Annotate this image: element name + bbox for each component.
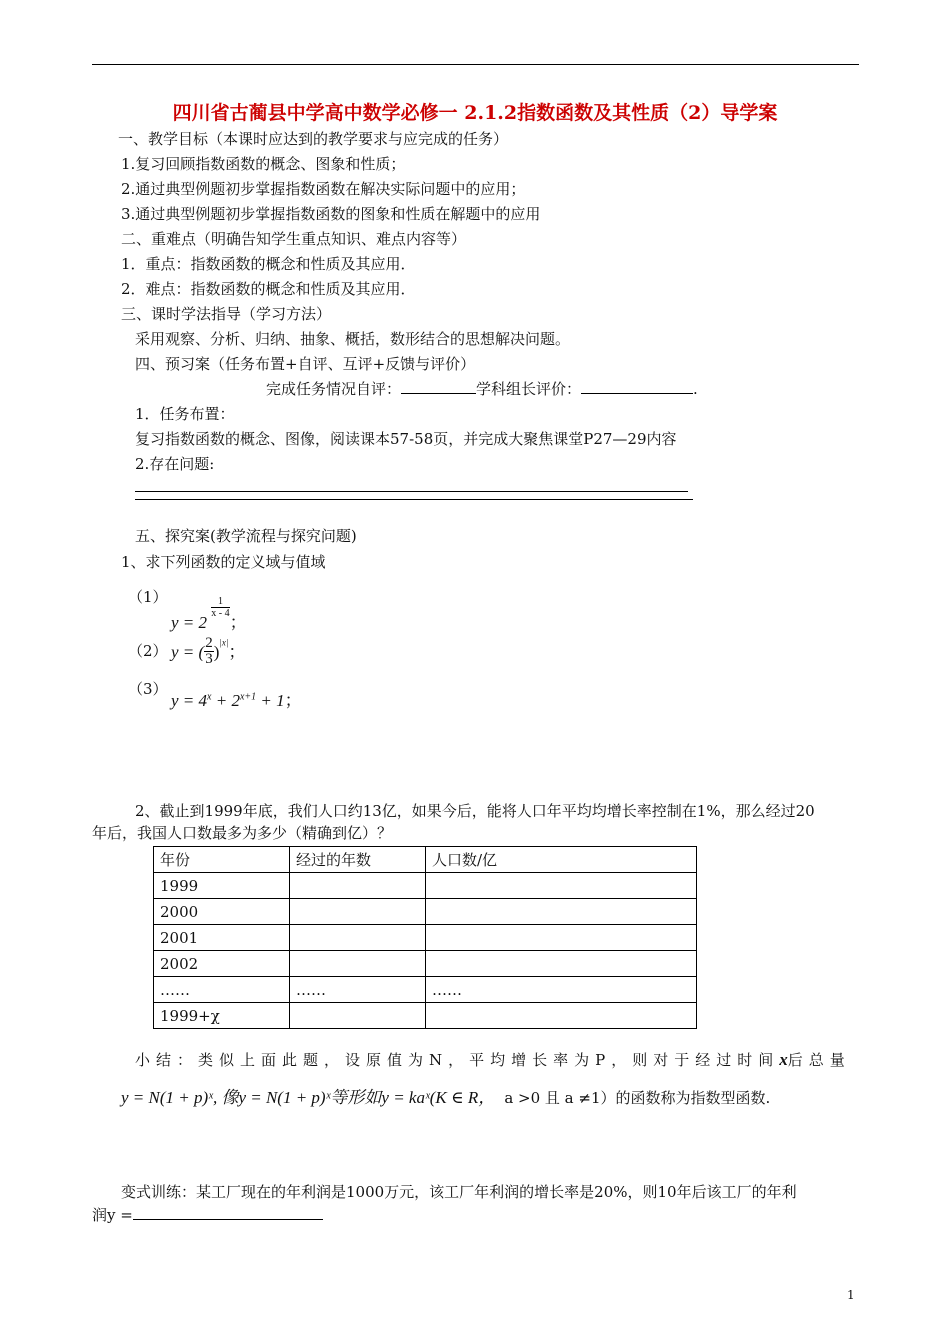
formula-2-lhs: y = ( (171, 642, 205, 662)
leader-eval-blank[interactable] (581, 379, 693, 394)
table-cell[interactable] (426, 1003, 697, 1029)
table-cell: 2002 (154, 951, 290, 977)
table-cell: …… (154, 977, 290, 1003)
table-header-row (154, 847, 697, 873)
table-header-years-passed: 经过的年数 (290, 847, 426, 873)
table-cell[interactable] (290, 951, 426, 977)
formula-3-term-b: + 2 (211, 691, 240, 710)
q1-item-1-number: （1） (128, 588, 168, 606)
q1-item-1-formula (171, 596, 247, 633)
table-cell: 1999+χ (154, 1003, 290, 1029)
formula-2-exponent: |x| (219, 637, 229, 648)
table-cell[interactable] (290, 899, 426, 925)
formula-1-exponent (211, 596, 229, 619)
goal-item-1: 1.复习回顾指数函数的概念、图象和性质； (121, 155, 406, 173)
formula-1-base: y = 2 (171, 613, 208, 632)
section-2-heading: 二、重难点（明确告知学生重点知识、难点内容等） (121, 230, 467, 248)
method-text: 采用观察、分析、归纳、抽象、概括，数形结合的思想解决问题。 (135, 330, 571, 348)
key-point: 1．重点：指数函数的概念和性质及其应用． (121, 255, 416, 273)
section-5-heading: 五、探究案(教学流程与探究问题) (135, 527, 357, 545)
question-2-line-1: 2、截止到1999年底，我们人口约13亿，如果今后，能将人口年平均均增长率控制在1%，那么经过20 (135, 802, 815, 820)
table-cell: …… (426, 977, 697, 1003)
goal-item-2: 2.通过典型例题初步掌握指数函数在解决实际问题中的应用； (121, 180, 526, 198)
summary-variable-x: x (779, 1050, 788, 1069)
question-2-line-2: 年后，我国人口数最多为多少（精确到亿）？ (92, 824, 393, 842)
table-row (154, 977, 697, 1003)
table-header-population: 人口数/亿 (426, 847, 697, 873)
section-4-heading: 四、预习案（任务布置+自评、互评+反馈与评价） (135, 355, 476, 373)
self-eval-blank[interactable] (401, 379, 476, 394)
formula-2-close-paren: ) (213, 642, 220, 662)
self-eval-label: 完成任务情况自评： (266, 380, 402, 398)
section-1-heading: 一、教学目标（本课时应达到的教学要求与应完成的任务） (118, 130, 509, 148)
variant-line-1: 变式训练：某工厂现在的年利润是1000万元，该工厂年利润的增长率是20%，则10年后该工厂的年利 (121, 1183, 797, 1201)
q1-item-2-number: （2） (128, 642, 168, 660)
table-cell[interactable] (426, 873, 697, 899)
table-cell[interactable] (290, 873, 426, 899)
question-1-label: 1、求下列函数的定义域与值域 (121, 553, 326, 571)
variant-line-2 (92, 1204, 323, 1226)
table-cell: 2001 (154, 925, 290, 951)
problem-line-2[interactable] (135, 499, 693, 500)
formula-2-fraction (204, 636, 214, 667)
summary-formula: y = N(1 + p)ˣ, 像y = N(1 + p)ˣ等形如y = kaˣ(K ∈ R， (121, 1088, 496, 1107)
q1-item-2-formula (171, 636, 245, 667)
table-row (154, 951, 697, 977)
table-row (154, 899, 697, 925)
formula-3-end: ； (284, 691, 302, 710)
goal-item-3: 3.通过典型例题初步掌握指数函数的图象和性质在解题中的应用 (121, 205, 541, 223)
population-table (153, 846, 697, 1029)
formula-2-end: ； (228, 642, 246, 662)
task-text: 复习指数函数的概念、图像，阅读课本57-58页，并完成大聚焦课堂P27—29内容 (135, 430, 677, 448)
table-row (154, 873, 697, 899)
table-cell[interactable] (290, 925, 426, 951)
header-rule (92, 64, 859, 65)
problem-line-1[interactable] (135, 491, 688, 492)
formula-3-term-a: y = 4 (171, 691, 208, 710)
fraction-numerator: 2 (205, 635, 213, 651)
summary-line-2 (121, 1083, 770, 1109)
document-title: 四川省古蔺县中学高中数学必修一 2.1.2指数函数及其性质（2）导学案 (172, 102, 778, 124)
table-cell[interactable] (426, 899, 697, 925)
eval-end: . (693, 380, 698, 398)
q1-item-3-formula (171, 686, 302, 711)
summary-line-1 (135, 1049, 851, 1071)
summary-text: 小结：类似上面此题，设原值为N，平均增长率为P，则对于经过时间 (135, 1051, 780, 1069)
exponent-numerator: 1 (211, 596, 229, 608)
variant-answer-label: 润y = (92, 1206, 133, 1224)
table-cell[interactable] (426, 925, 697, 951)
section-3-heading: 三、课时学法指导（学习方法） (121, 305, 332, 323)
table-cell: …… (290, 977, 426, 1003)
table-header-year: 年份 (154, 847, 290, 873)
formula-3-exp-a: x (207, 691, 212, 703)
formula-3-term-c: + 1 (256, 691, 285, 710)
table-row (154, 1003, 697, 1029)
formula-1-end: ； (229, 613, 247, 632)
fraction-denominator: 3 (205, 651, 213, 667)
variant-answer-blank[interactable] (133, 1205, 323, 1220)
difficult-point: 2．难点：指数函数的概念和性质及其应用． (121, 280, 416, 298)
table-cell[interactable] (290, 1003, 426, 1029)
problem-label: 2.存在问题: (135, 455, 215, 473)
page-number: 1 (847, 1288, 855, 1302)
table-cell: 1999 (154, 873, 290, 899)
summary-condition: a >0 且 a ≠1）的函数称为指数型函数. (504, 1089, 771, 1107)
leader-eval-label: 学科组长评价： (476, 380, 582, 398)
summary-text-end: 后总量 (787, 1051, 851, 1069)
evaluation-line (266, 378, 698, 400)
table-row (154, 925, 697, 951)
exponent-denominator: x - 4 (211, 608, 230, 619)
table-cell[interactable] (426, 951, 697, 977)
q1-item-3-number: （3） (128, 680, 168, 698)
formula-3-exp-b: x+1 (239, 691, 257, 703)
table-cell: 2000 (154, 899, 290, 925)
task-label: 1．任务布置： (135, 405, 235, 423)
